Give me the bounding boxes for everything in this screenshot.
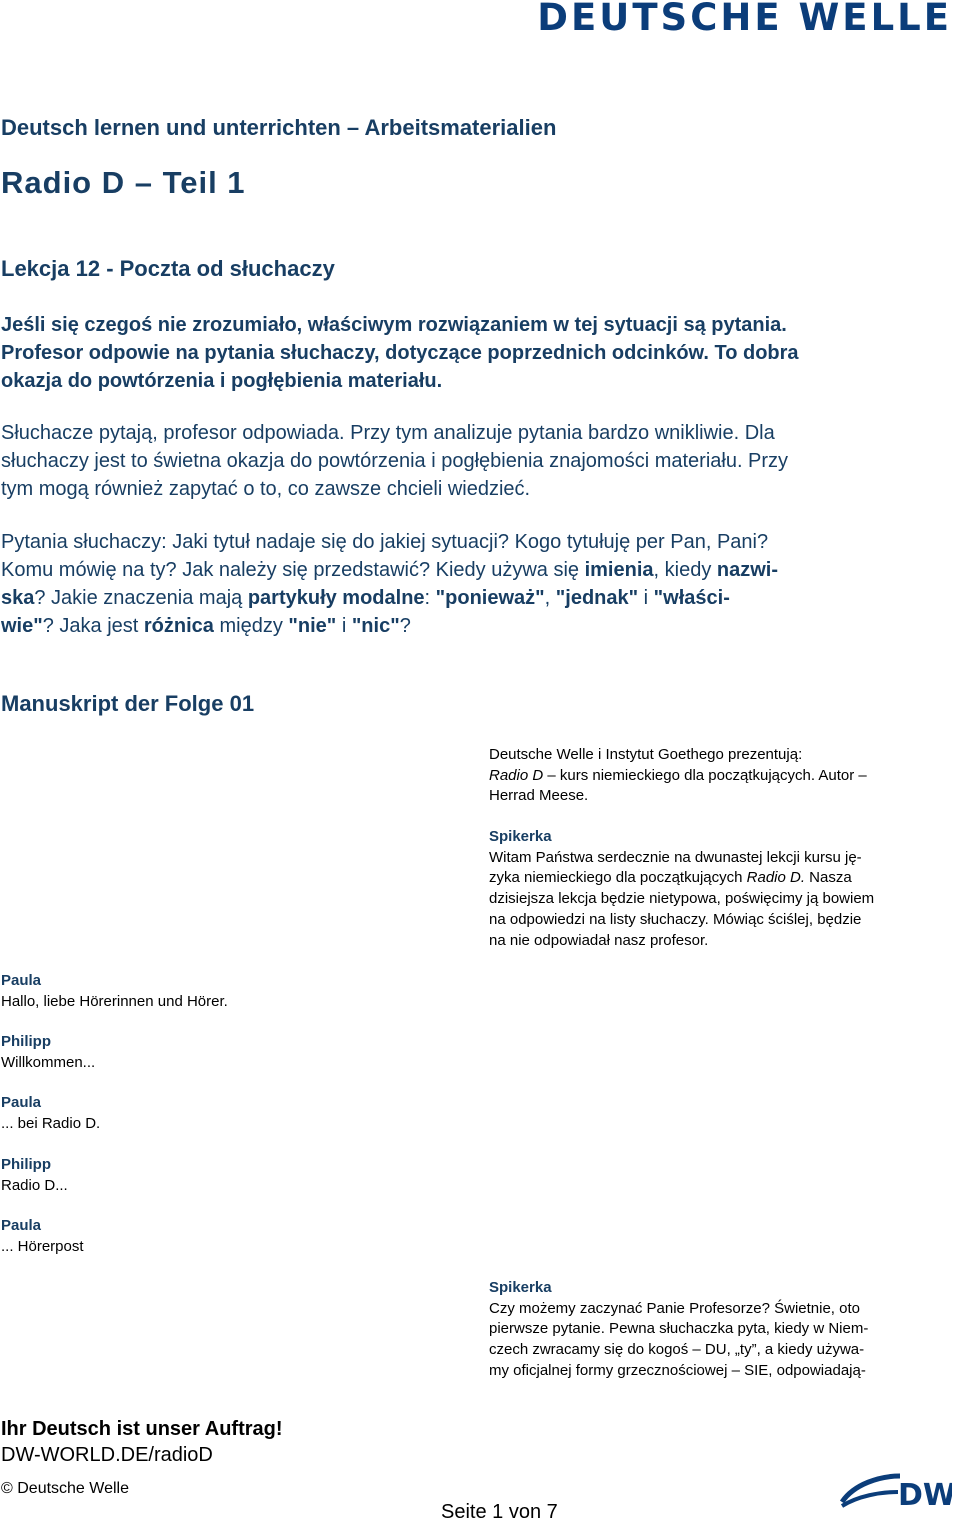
speech-line: na nie odpowiadał nasz profesor.	[489, 931, 709, 949]
intro-line: słuchaczy jest to świetna okazja do powtórzenia i pogłębienia znajomości materiału. Przy	[1, 450, 789, 472]
speech-line: Radio D...	[1, 1176, 68, 1194]
questions-keyword: "ponieważ"	[435, 587, 545, 609]
speaker-name: Philipp	[1, 1156, 51, 1173]
speech-line: ... bei Radio D.	[1, 1114, 101, 1132]
series-heading: Deutsch lernen und unterrichten – Arbeitsmaterialien	[1, 115, 557, 140]
footer-slogan: Ihr Deutsch ist unser Auftrag!	[1, 1418, 283, 1440]
dw-logo-icon	[840, 1472, 952, 1510]
footer-url: DW-WORLD.DE/radioD	[1, 1444, 213, 1466]
speech-text: zyka niemieckiego dla początkujących	[489, 869, 747, 887]
intro-line: Słuchacze pytają, profesor odpowiada. Przy tym analizuje pytania bardzo wnikliwie. Dla	[1, 422, 775, 444]
intro-paragraph	[1, 419, 951, 503]
speech-line: my oficjalnej formy grzecznościowej – SIE, odpowiadają-	[489, 1361, 866, 1379]
questions-keyword: "właści-	[653, 587, 730, 609]
speech-line: Hallo, liebe Hörerinnen und Hörer.	[1, 992, 228, 1010]
dw-logo-svg	[840, 1472, 952, 1510]
questions-text: Komu mówię na ty? Jak należy się przedstawić? Kiedy używa się	[1, 559, 585, 581]
intro-bold-line: Jeśli się czegoś nie zrozumiało, właściwym rozwiązaniem w tej sytuacji są pytania.	[1, 314, 787, 336]
copyright: © Deutsche Welle	[1, 1480, 129, 1497]
spikerka-block-2	[489, 1278, 949, 1382]
right-intro-text: – kurs niemieckiego dla początkujących. Autor –	[543, 766, 867, 784]
questions-text: między	[213, 615, 289, 637]
dialogue-entry	[1, 971, 441, 1012]
speech-line	[489, 868, 949, 889]
dw-logo-text: DW	[898, 1478, 952, 1510]
dialogue-entry	[1, 1216, 441, 1257]
questions-keyword: "nie"	[288, 615, 337, 637]
speech-line: Willkommen...	[1, 1053, 96, 1071]
questions-keyword: różnica	[143, 615, 214, 637]
questions-text: i	[336, 615, 352, 637]
questions-text: ?	[399, 615, 411, 637]
speech-line: ... Hörerpost	[1, 1237, 84, 1255]
speaker-name: Philipp	[1, 1033, 51, 1050]
right-intro-line: Herrad Meese.	[489, 787, 589, 805]
lesson-heading: Lekcja 12 - Poczta od słuchaczy	[1, 256, 335, 281]
intro-line: tym mogą również zapytać o to, co zawsze chcieli wiedzieć.	[1, 478, 531, 500]
intro-bold-line: okazja do powtórzenia i pogłębienia materiału.	[1, 370, 443, 392]
speech-line: czech zwracamy się do kogoś – DU, „ty”, a kiedy używa-	[489, 1341, 865, 1359]
questions-text: :	[424, 587, 436, 609]
radio-d-title: Radio D.	[746, 869, 805, 887]
questions-keyword: wie"	[1, 615, 43, 637]
speech-line: Witam Państwa serdecznie na dwunastej lekcji kursu ję-	[489, 848, 862, 866]
questions-paragraph	[1, 528, 951, 640]
questions-keyword: partykuły modalne	[247, 587, 425, 609]
questions-keyword: ska	[1, 587, 35, 609]
right-intro-line: Deutsche Welle i Instytut Goethego prezentują:	[489, 746, 803, 763]
speaker-name: Paula	[1, 1094, 42, 1111]
page-number: Seite 1 von 7	[441, 1501, 558, 1523]
speaker-name: Spikerka	[489, 1279, 552, 1296]
questions-keyword: nazwi-	[716, 559, 778, 581]
speech-line: na odpowiedzi na listy słuchaczy. Mówiąc ściślej, będzie	[489, 910, 862, 928]
manuscript-heading: Manuskript der Folge 01	[1, 691, 255, 716]
speaker-name: Paula	[1, 972, 42, 989]
intro-bold-paragraph	[1, 311, 951, 395]
brand-title: DEUTSCHE WELLE	[537, 0, 952, 39]
questions-text: i	[638, 587, 654, 609]
speech-text: Nasza	[805, 869, 852, 887]
speaker-name: Spikerka	[489, 828, 552, 845]
page-title: Radio D – Teil 1	[1, 165, 246, 200]
right-intro-block	[489, 745, 949, 807]
dialogue-entry	[1, 1093, 441, 1134]
dialogue-entry	[1, 1155, 441, 1196]
speech-line: pierwsze pytanie. Pewna słuchaczka pyta, kiedy w Niem-	[489, 1320, 869, 1338]
questions-keyword: "nic"	[351, 615, 400, 637]
dialogue-entry	[1, 1032, 441, 1073]
questions-text: ? Jaka jest	[42, 615, 144, 637]
questions-keyword: imienia	[584, 559, 654, 581]
intro-bold-line: Profesor odpowie na pytania słuchaczy, dotyczące poprzednich odcinków. To dobra	[1, 342, 799, 364]
right-intro-line	[489, 766, 949, 787]
questions-text: , kiedy	[653, 559, 717, 581]
speech-line: Czy możemy zaczynać Panie Profesorze? Świetnie, oto	[489, 1299, 860, 1317]
questions-keyword: "jednak"	[555, 587, 639, 609]
questions-text: ,	[544, 587, 556, 609]
speaker-name: Paula	[1, 1217, 42, 1234]
speech-line: dzisiejsza lekcja będzie nietypowa, poświęcimy ją bowiem	[489, 890, 875, 908]
questions-text: ? Jakie znaczenia mają	[34, 587, 248, 609]
radio-d-title: Radio D	[489, 766, 544, 784]
spikerka-block-1	[489, 827, 949, 951]
questions-text: Pytania słuchaczy: Jaki tytuł nadaje się do jakiej sytuacji? Kogo tytułuję per Pan, Pani?	[1, 531, 769, 553]
